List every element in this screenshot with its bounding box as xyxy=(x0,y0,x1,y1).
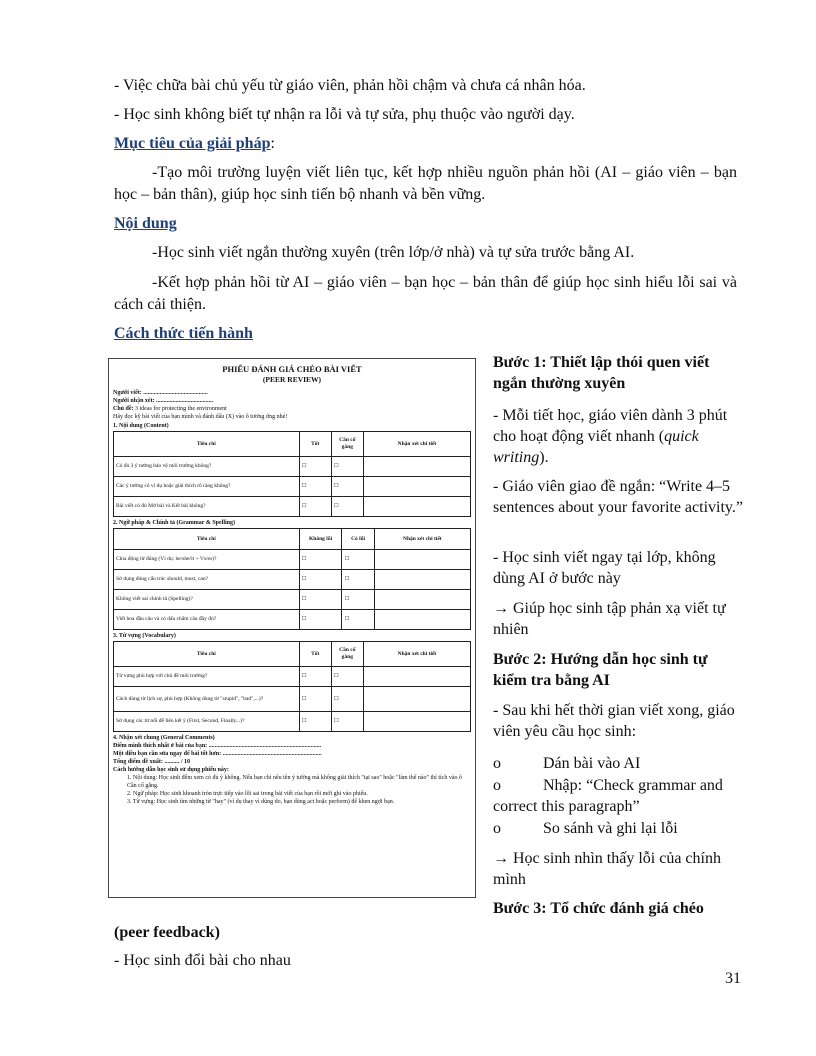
form-instruction: Hãy đọc kỹ bài viết của bạn mình và đánh dấu (X) vào ô tương ứng nhé! xyxy=(113,414,288,420)
step-2-e: → Học sinh nhìn thấy lỗi của chính mình xyxy=(493,850,721,888)
criterion: Từ vựng phù hợp với chủ đề môi trường? xyxy=(114,667,300,687)
table-row xyxy=(114,687,471,712)
table-header: Nhận xét chi tiết xyxy=(374,529,470,550)
comment-cell xyxy=(363,477,470,497)
form-section-2: 2. Ngữ pháp & Chính tả (Grammar & Spelling) xyxy=(113,520,236,526)
checkbox: ☐ xyxy=(299,457,331,477)
comment-cell xyxy=(374,590,470,610)
checkbox: ☐ xyxy=(331,457,363,477)
table-row xyxy=(114,497,471,517)
step-1-d: → Giúp học sinh tập phản xạ viết tự nhiên xyxy=(493,600,726,638)
peer-review-form xyxy=(108,358,476,898)
step-2-c-text: Nhập: “Check grammar and correct this paragraph” xyxy=(493,777,723,815)
table-row xyxy=(114,457,471,477)
form-topic-label: Chủ đề: xyxy=(113,406,134,412)
criterion: Sử dụng các từ nối để liên kết ý (First, Second, Finally...)? xyxy=(114,712,300,732)
criterion: Cách dùng từ lịch sự, phù hợp (Không dùng từ "stupid", "bad",...)? xyxy=(114,687,300,712)
table-header: Tiêu chí xyxy=(114,642,300,667)
step-1-a-post: ). xyxy=(539,449,549,466)
criterion: Viết hoa đầu câu và có dấu chấm câu đầy đủ? xyxy=(114,610,300,630)
step-2-title: Bước 2: Hướng dẫn học sinh tự kiểm tra bằng AI xyxy=(493,651,708,689)
checkbox: ☐ xyxy=(299,687,331,712)
table-header: Tốt xyxy=(299,642,331,667)
peer-feedback-line: (peer feedback) xyxy=(114,924,220,941)
swap-papers-line: - Học sinh đổi bài cho nhau xyxy=(114,952,291,969)
heading-content-text: Nội dung xyxy=(114,215,177,232)
form-guide-1: 1. Nội dung: Học sinh đếm xem có đủ ý không. Nếu bạn chỉ nêu tên ý tưởng mà không giải thích "tại sao" hoặc "làm thế nào" thì tích vào ô Cần cố gắng. xyxy=(127,775,462,789)
table-row xyxy=(114,667,471,687)
heading-goal-colon: : xyxy=(270,135,275,152)
bullet: o xyxy=(493,820,501,837)
table-row xyxy=(114,610,471,630)
table-row xyxy=(114,550,471,570)
step-2-c xyxy=(493,775,743,817)
form-score: Tổng điểm đề xuất: .......... / 10 xyxy=(113,759,191,765)
heading-goal-text: Mục tiêu của giải pháp xyxy=(114,135,271,152)
checkbox: ☐ xyxy=(299,590,342,610)
checkbox: ☐ xyxy=(331,687,363,712)
comment-cell xyxy=(363,497,470,517)
criterion: Sử dụng đúng cấu trúc should, must, can? xyxy=(114,570,300,590)
table-header: Tốt xyxy=(299,432,331,457)
form-writer: Người viết: ........................................... xyxy=(113,390,208,396)
form-table-content xyxy=(113,431,471,517)
checkbox: ☐ xyxy=(299,667,331,687)
criterion: Các ý tưởng có ví dụ hoặc giải thích rõ ràng không? xyxy=(114,477,300,497)
paragraph-3: -Tạo môi trường luyện viết liên tục, kết hợp nhiều nguồn phản hồi (AI – giáo viên – bạn học – bản thân), giúp học sinh tiến bộ nhanh và bền vững. xyxy=(114,164,737,203)
form-section-1: 1. Nội dung (Content) xyxy=(113,423,169,429)
comment-cell xyxy=(374,550,470,570)
bullet: o xyxy=(493,755,501,772)
form-topic-value: 3 ideas for protecting the environment xyxy=(133,406,227,412)
checkbox: ☐ xyxy=(331,712,363,732)
criterion: Chia động từ đúng (Ví dụ: he/she/it + Vs/es)? xyxy=(114,550,300,570)
form-guide-3: 3. Từ vựng: Học sinh tìm những từ "hay" (ví dụ thay vì dùng do, bạn dùng act hoặc perform) để khen ngợi bạn. xyxy=(127,799,395,805)
checkbox: ☐ xyxy=(299,570,342,590)
table-header: Nhận xét chi tiết xyxy=(363,432,470,457)
checkbox: ☐ xyxy=(299,712,331,732)
heading-goal xyxy=(114,133,744,155)
step-1-a-em: quick writing xyxy=(493,428,699,466)
heading-content xyxy=(114,213,744,235)
checkbox: ☐ xyxy=(331,477,363,497)
criterion: Không viết sai chính tả (Spelling)? xyxy=(114,590,300,610)
table-row xyxy=(114,477,471,497)
form-comment-like: Điểm mình thích nhất ở bài của bạn: ........................................................................... xyxy=(113,743,322,749)
heading-method-text: Cách thức tiến hành xyxy=(114,325,253,342)
table-header: Có lỗi xyxy=(342,529,374,550)
form-table-grammar xyxy=(113,528,471,630)
step-2-d xyxy=(493,818,743,839)
form-receiver: Người nhận xét: ...................................... xyxy=(113,398,214,404)
form-guide-title: Cách hướng dẫn học sinh sử dụng phiếu này: xyxy=(113,767,229,773)
checkbox: ☐ xyxy=(342,570,374,590)
checkbox: ☐ xyxy=(331,667,363,687)
paragraph-1: - Việc chữa bài chủ yếu từ giáo viên, phản hồi chậm và chưa cá nhân hóa. xyxy=(114,77,586,94)
checkbox: ☐ xyxy=(299,550,342,570)
table-row xyxy=(114,712,471,732)
step-3-title: Bước 3: Tổ chức đánh giá chéo xyxy=(493,900,704,917)
comment-cell xyxy=(363,667,470,687)
form-topic xyxy=(113,405,471,413)
step-2-b xyxy=(493,753,743,774)
comment-cell xyxy=(363,687,470,712)
step-1-b: - Giáo viên giao đề ngắn: “Write 4–5 sentences about your favorite activity.” xyxy=(493,478,743,516)
form-guide-2: 2. Ngữ pháp: Học sinh khoanh tròn trực tiếp vào lỗi sai trong bài viết của bạn rồi mới ghi vào phiếu. xyxy=(127,791,368,797)
table-row xyxy=(114,590,471,610)
checkbox: ☐ xyxy=(342,550,374,570)
step-1-a xyxy=(493,405,743,468)
step-2-d-text: So sánh và ghi lại lỗi xyxy=(543,820,678,837)
comment-cell xyxy=(363,457,470,477)
checkbox: ☐ xyxy=(299,477,331,497)
page-number: 31 xyxy=(725,970,741,987)
comment-cell xyxy=(374,570,470,590)
step-2-a: - Sau khi hết thời gian viết xong, giáo viên yêu cầu học sinh: xyxy=(493,702,735,740)
bullet: o xyxy=(493,777,501,794)
form-table-vocabulary xyxy=(113,641,471,732)
form-section-4: 4. Nhận xét chung (General Comments) xyxy=(113,735,215,741)
table-header: Không lỗi xyxy=(299,529,342,550)
form-subtitle: (PEER REVIEW) xyxy=(262,375,322,384)
heading-method xyxy=(114,323,744,345)
step-1-title: Bước 1: Thiết lập thói quen viết ngắn thường xuyên xyxy=(493,354,710,392)
comment-cell xyxy=(374,610,470,630)
step-2-b-text: Dán bài vào AI xyxy=(543,755,641,772)
form-comment-fix: Một điều bạn cần sửa ngay để bài tốt hơn: .................................................................. xyxy=(113,751,322,757)
criterion: Có đủ 3 ý tưởng bảo vệ môi trường không? xyxy=(114,457,300,477)
comment-cell xyxy=(363,712,470,732)
table-header: Tiêu chí xyxy=(114,529,300,550)
table-row xyxy=(114,570,471,590)
criterion: Bài viết có đủ Mở bài và Kết bài không? xyxy=(114,497,300,517)
paragraph-4: -Học sinh viết ngắn thường xuyên (trên lớp/ở nhà) và tự sửa trước bằng AI. xyxy=(152,244,635,261)
checkbox: ☐ xyxy=(299,610,342,630)
form-title: PHIẾU ĐÁNH GIÁ CHÉO BÀI VIẾT xyxy=(222,364,362,374)
form-section-3: 3. Từ vựng (Vocabulary) xyxy=(113,633,176,639)
table-header: Nhận xét chi tiết xyxy=(363,642,470,667)
step-1-a-pre: - Mỗi tiết học, giáo viên dành 3 phút cho hoạt động viết nhanh ( xyxy=(493,407,728,445)
checkbox: ☐ xyxy=(342,590,374,610)
step-1-c: - Học sinh viết ngay tại lớp, không dùng AI ở bước này xyxy=(493,549,716,587)
table-header: Tiêu chí xyxy=(114,432,300,457)
table-header: Cần cố gắng xyxy=(331,432,363,457)
paragraph-5: -Kết hợp phản hồi từ AI – giáo viên – bạn học – bản thân để giúp học sinh hiểu lỗi sai và cách cải thiện. xyxy=(114,274,737,313)
checkbox: ☐ xyxy=(331,497,363,517)
paragraph-2: - Học sinh không biết tự nhận ra lỗi và tự sửa, phụ thuộc vào người dạy. xyxy=(114,106,575,123)
checkbox: ☐ xyxy=(299,497,331,517)
table-header: Cần cố gắng xyxy=(331,642,363,667)
checkbox: ☐ xyxy=(342,610,374,630)
